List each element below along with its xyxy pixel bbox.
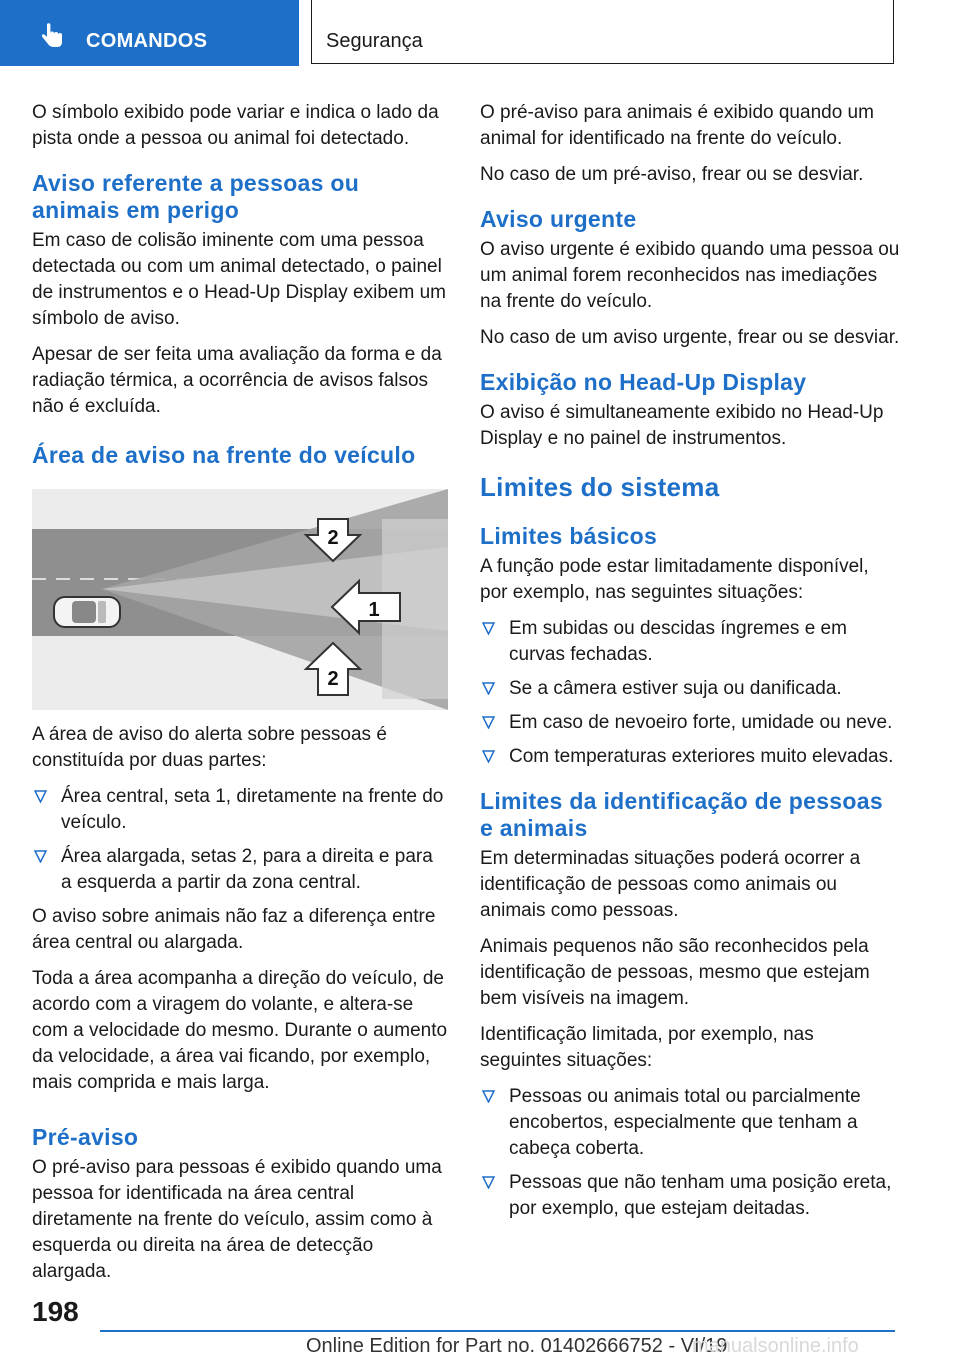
danger-paragraph-2: Apesar de ser feita uma avaliação da forma e da radiação térmica, a ocorrência de avisos falsos não é excluída. (32, 344, 442, 417)
area-list (32, 784, 448, 896)
area-paragraph-2: O aviso sobre animais não faz a diferença entre área central ou alargada. (32, 906, 436, 953)
heading-urgent: Aviso urgente (480, 206, 637, 232)
triangle-bullet-icon (482, 622, 495, 635)
watermark: manualsonline.info (692, 1335, 859, 1357)
footer-divider (100, 1330, 895, 1332)
triangle-bullet-icon (482, 682, 495, 695)
heading-warning-area: Área de aviso na frente do veículo (32, 442, 416, 468)
area-paragraph-3: Toda a área acompanha a direção do veículo, de acordo com a viragem do volante, e altera-se com a velocidade do mesmo. Durante o aumento da velocidade, a área vai ficando, por exemplo, mais comprida e mais larga. (32, 968, 448, 1093)
triangle-bullet-icon (34, 850, 47, 863)
list-item: Em subidas ou descidas íngremes e em curvas fechadas. (480, 616, 900, 668)
ident-limits-list (480, 1084, 900, 1222)
heading-pre-warning: Pré-aviso (32, 1124, 139, 1150)
intro-paragraph: O símbolo exibido pode variar e indica o lado da pista onde a pessoa ou animal foi detectado. (32, 102, 439, 149)
car-icon (54, 597, 120, 627)
ident-paragraph-2: Animais pequenos não são reconhecidos pela identificação de pessoas, mesmo que estejam bem visíveis na imagem. (480, 936, 870, 1009)
ident-paragraph-1: Em determinadas situações poderá ocorrer a identificação de pessoas como animais ou animais como pessoas. (480, 848, 861, 921)
list-item: Área alargada, setas 2, para a direita e para a esquerda a partir da zona central. (32, 844, 448, 896)
list-item: Em caso de nevoeiro forte, umidade ou neve. (480, 710, 900, 736)
left-column (32, 100, 448, 1295)
warning-area-figure (32, 489, 448, 710)
triangle-bullet-icon (34, 790, 47, 803)
heading-system-limits: Limites do sistema (480, 472, 720, 502)
list-item: Área central, seta 1, diretamente na frente do veículo. (32, 784, 448, 836)
section-label: COMANDOS (86, 30, 208, 52)
urgent-paragraph-1: O aviso urgente é exibido quando uma pessoa ou um animal forem reconhecidos nas imediações na frente do veículo. (480, 239, 900, 312)
section-tab[interactable] (0, 0, 299, 66)
heading-hud: Exibição no Head-Up Display (480, 369, 807, 395)
danger-paragraph-1: Em caso de colisão iminente com uma pessoa detectada ou com um animal detectado, o painel de instrumentos e o Head-Up Display exibem um símbolo de aviso. (32, 230, 446, 329)
heading-danger: Aviso referente a pessoas ou animais em perigo (32, 170, 360, 223)
list-item: Se a câmera estiver suja ou danificada. (480, 676, 900, 702)
label-2-bottom: 2 (327, 668, 339, 690)
basic-limits-list (480, 616, 900, 770)
page-number: 198 (32, 1296, 79, 1327)
list-item: Com temperaturas exteriores muito elevadas. (480, 744, 900, 770)
page-header (0, 0, 960, 66)
heading-identification-limits: Limites da identificação de pessoas e animais (480, 788, 883, 841)
triangle-bullet-icon (482, 1176, 495, 1189)
right-column (480, 100, 900, 1230)
hud-paragraph: O aviso é simultaneamente exibido no Head-Up Display e no painel de instrumentos. (480, 402, 884, 449)
urgent-paragraph-2: No caso de um aviso urgente, frear ou se desviar. (480, 327, 900, 348)
pre-warning-paragraph: O pré-aviso para pessoas é exibido quando uma pessoa for identificada na área central diretamente na frente do veículo, assim como à esquerda ou direita na área de detecção alargada. (32, 1157, 442, 1282)
warning-area-diagram (32, 489, 448, 710)
area-paragraph-1: A área de aviso do alerta sobre pessoas é constituída por duas partes: (32, 724, 387, 771)
triangle-bullet-icon (482, 716, 495, 729)
pre-action-paragraph: No caso de um pré-aviso, frear ou se desviar. (480, 164, 864, 185)
triangle-bullet-icon (482, 750, 495, 763)
list-item: Pessoas que não tenham uma posição ereta, por exemplo, que estejam deitadas. (480, 1170, 900, 1222)
chapter-label: Segurança (326, 30, 423, 52)
label-1-center: 1 (368, 599, 380, 621)
pre-animals-paragraph: O pré-aviso para animais é exibido quando um animal for identificado na frente do veículo. (480, 102, 874, 149)
basic-paragraph: A função pode estar limitadamente disponível, por exemplo, nas seguintes situações: (480, 556, 869, 603)
hand-pointer-icon (38, 22, 66, 50)
ident-paragraph-3: Identificação limitada, por exemplo, nas seguintes situações: (480, 1024, 814, 1071)
triangle-bullet-icon (482, 1090, 495, 1103)
list-item: Pessoas ou animais total ou parcialmente encobertos, especialmente que tenham a cabeça coberta. (480, 1084, 900, 1162)
chapter-tab[interactable] (311, 0, 894, 64)
edition-text: Online Edition for Part no. 01402666752 - VI/19 (306, 1335, 728, 1357)
label-2-top: 2 (327, 527, 339, 549)
heading-basic-limits: Limites básicos (480, 523, 658, 549)
